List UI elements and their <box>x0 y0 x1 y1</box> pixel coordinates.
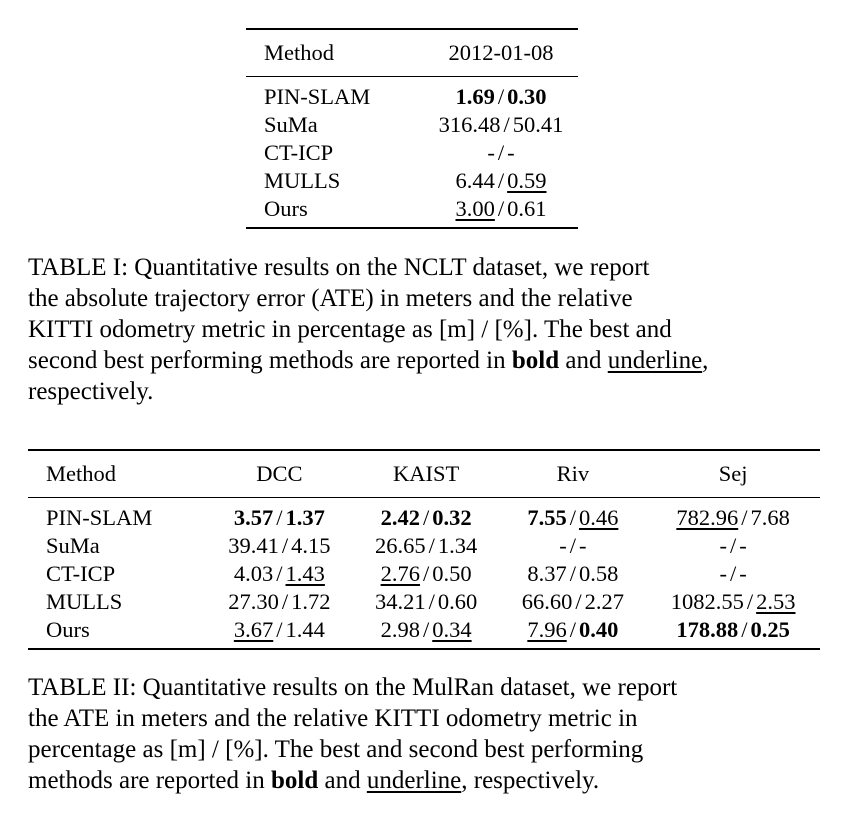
rel-value: - <box>507 140 515 165</box>
results-table-nclt <box>246 28 578 229</box>
ate-value: 316.48 <box>438 112 501 137</box>
caption-line: KITTI odometry metric in percentage as [m] / [%]. The best and <box>28 316 672 343</box>
value-separator: / <box>741 617 748 642</box>
caption-bold-word: bold <box>511 347 560 374</box>
ate-value: 7.96 <box>527 617 567 642</box>
value-separator: / <box>741 505 748 530</box>
value-separator: / <box>276 561 283 586</box>
column-header: 2012-01-08 <box>448 40 554 65</box>
ate-value: 4.03 <box>233 561 274 586</box>
column-header: Method <box>46 461 116 486</box>
caption-line <box>28 765 796 796</box>
value-cell <box>646 616 820 649</box>
value-separator: / <box>422 561 430 586</box>
value-cell <box>499 504 646 532</box>
rel-value: - <box>739 533 747 558</box>
caption-line: the absolute trajectory error (ATE) in meters and the relative <box>28 285 633 312</box>
caption-text: and <box>318 767 367 794</box>
table-caption-1 <box>28 252 796 407</box>
ate-value: 26.65 <box>374 533 426 558</box>
value-separator: / <box>569 617 576 642</box>
caption-text: methods are reported in <box>28 767 271 794</box>
rel-value: 0.61 <box>507 196 547 221</box>
column-header: Sej <box>718 461 748 486</box>
value-cell <box>353 532 500 560</box>
method-name-cell: Ours <box>46 617 90 642</box>
rel-value: - <box>739 561 747 586</box>
results-table-mulran <box>28 449 820 650</box>
value-cell <box>353 560 500 588</box>
rel-value: 2.53 <box>756 589 796 614</box>
rel-value: 0.58 <box>578 561 619 586</box>
value-cell <box>206 532 353 560</box>
ate-value: 1.69 <box>455 84 495 109</box>
table-row <box>246 167 578 195</box>
value-cell <box>424 139 578 167</box>
caption-text: second best performing methods are reported in <box>28 347 512 374</box>
value-separator: / <box>422 505 430 530</box>
value-cell <box>499 588 646 616</box>
value-cell <box>646 504 820 532</box>
rel-value: 1.44 <box>285 617 325 642</box>
value-separator: / <box>503 112 510 137</box>
ate-value: 34.21 <box>374 589 426 614</box>
caption-text: and <box>559 347 608 374</box>
ate-value: - <box>719 533 727 558</box>
rel-value: 1.37 <box>285 505 325 530</box>
caption-line: respectively. <box>28 378 154 405</box>
value-cell <box>424 83 578 111</box>
ate-value: 3.57 <box>233 505 274 530</box>
rel-value: 0.50 <box>432 561 472 586</box>
rel-value: 1.43 <box>285 561 325 586</box>
value-cell <box>499 560 646 588</box>
caption-line: TABLE I: Quantitative results on the NCLT dataset, we report <box>28 254 650 281</box>
method-name-cell: Ours <box>264 196 308 221</box>
value-cell <box>499 616 646 649</box>
value-cell <box>646 532 820 560</box>
caption-underline-word: underline <box>366 767 462 794</box>
table-caption-2 <box>28 672 796 796</box>
method-name-cell: MULLS <box>46 589 123 614</box>
value-cell <box>206 588 353 616</box>
ate-value: 6.44 <box>455 168 495 193</box>
ate-value: 1082.55 <box>670 589 744 614</box>
method-name-cell: CT-ICP <box>264 140 334 165</box>
table-body <box>28 498 820 650</box>
ate-value: 3.67 <box>233 617 274 642</box>
rel-value: 7.68 <box>750 505 790 530</box>
value-separator: / <box>497 168 505 193</box>
ate-value: 3.00 <box>455 196 495 221</box>
method-name-cell: SuMa <box>46 533 100 558</box>
value-separator: / <box>281 589 289 614</box>
value-separator: / <box>276 505 283 530</box>
caption-bold-word: bold <box>270 767 319 794</box>
table-body <box>246 77 578 229</box>
ate-value: 27.30 <box>228 589 279 614</box>
rel-value: 0.40 <box>578 617 619 642</box>
value-cell <box>424 167 578 195</box>
column-header: Riv <box>556 461 590 486</box>
value-cell <box>206 504 353 532</box>
column-header: DCC <box>256 461 303 486</box>
value-separator: / <box>575 589 582 614</box>
value-separator: / <box>729 561 737 586</box>
caption-text: , <box>702 347 709 374</box>
table-row <box>28 560 820 588</box>
table-row <box>246 195 578 228</box>
table-row <box>246 111 578 139</box>
table-row <box>246 139 578 167</box>
value-cell <box>499 532 646 560</box>
rel-value: 50.41 <box>512 112 564 137</box>
ate-value: 2.76 <box>380 561 420 586</box>
ate-value: 2.98 <box>380 617 420 642</box>
value-separator: / <box>281 533 289 558</box>
ate-value: 782.96 <box>676 505 739 530</box>
value-separator: / <box>428 533 435 558</box>
rel-value: 4.15 <box>291 533 331 558</box>
ate-value: - <box>559 533 567 558</box>
rel-value: 0.30 <box>507 84 547 109</box>
caption-text: , respectively. <box>461 767 600 794</box>
table-row <box>28 588 820 616</box>
rel-value: 0.34 <box>432 617 472 642</box>
method-name-cell: PIN-SLAM <box>46 505 153 530</box>
ate-value: 39.41 <box>228 533 279 558</box>
value-cell <box>353 588 500 616</box>
method-name-cell: CT-ICP <box>46 561 116 586</box>
value-separator: / <box>729 533 737 558</box>
table-header-row <box>28 450 820 498</box>
ate-value: - <box>719 561 727 586</box>
table-row <box>246 83 578 111</box>
value-separator: / <box>422 617 430 642</box>
method-name-cell: SuMa <box>264 112 318 137</box>
value-cell <box>353 504 500 532</box>
caption-line: percentage as [m] / [%]. The best and second best performing <box>28 736 644 763</box>
value-separator: / <box>569 505 576 530</box>
column-header: Method <box>264 40 334 65</box>
value-cell <box>206 560 353 588</box>
value-cell <box>424 111 578 139</box>
caption-line: the ATE in meters and the relative KITTI odometry metric in <box>28 705 638 732</box>
value-separator: / <box>569 561 576 586</box>
value-cell <box>206 616 353 649</box>
rel-value: 0.25 <box>750 617 790 642</box>
value-separator: / <box>497 196 505 221</box>
rel-value: 0.60 <box>437 589 478 614</box>
ate-value: - <box>487 140 495 165</box>
ate-value: 66.60 <box>521 589 573 614</box>
table-header-row <box>246 29 578 77</box>
value-separator: / <box>497 140 505 165</box>
value-separator: / <box>746 589 754 614</box>
method-name-cell: PIN-SLAM <box>264 84 371 109</box>
table-row <box>28 532 820 560</box>
value-cell <box>646 560 820 588</box>
rel-value: 0.32 <box>432 505 472 530</box>
table-row <box>28 504 820 532</box>
rel-value: 1.34 <box>437 533 478 558</box>
caption-line: TABLE II: Quantitative results on the MulRan dataset, we report <box>28 674 678 701</box>
value-cell <box>646 588 820 616</box>
ate-value: 7.55 <box>527 505 567 530</box>
table-row <box>28 616 820 649</box>
rel-value: 2.27 <box>584 589 624 614</box>
rel-value: 1.72 <box>291 589 331 614</box>
caption-line <box>28 345 796 376</box>
value-cell <box>353 616 500 649</box>
value-separator: / <box>428 589 435 614</box>
rel-value: - <box>578 533 587 558</box>
ate-value: 178.88 <box>676 617 739 642</box>
rel-value: 0.46 <box>578 505 619 530</box>
ate-value: 8.37 <box>527 561 567 586</box>
column-header: KAIST <box>392 461 460 486</box>
value-separator: / <box>276 617 283 642</box>
method-name-cell: MULLS <box>264 168 341 193</box>
caption-underline-word: underline <box>607 347 703 374</box>
rel-value: 0.59 <box>507 168 547 193</box>
value-separator: / <box>497 84 505 109</box>
value-separator: / <box>569 533 576 558</box>
ate-value: 2.42 <box>380 505 420 530</box>
value-cell <box>424 195 578 228</box>
